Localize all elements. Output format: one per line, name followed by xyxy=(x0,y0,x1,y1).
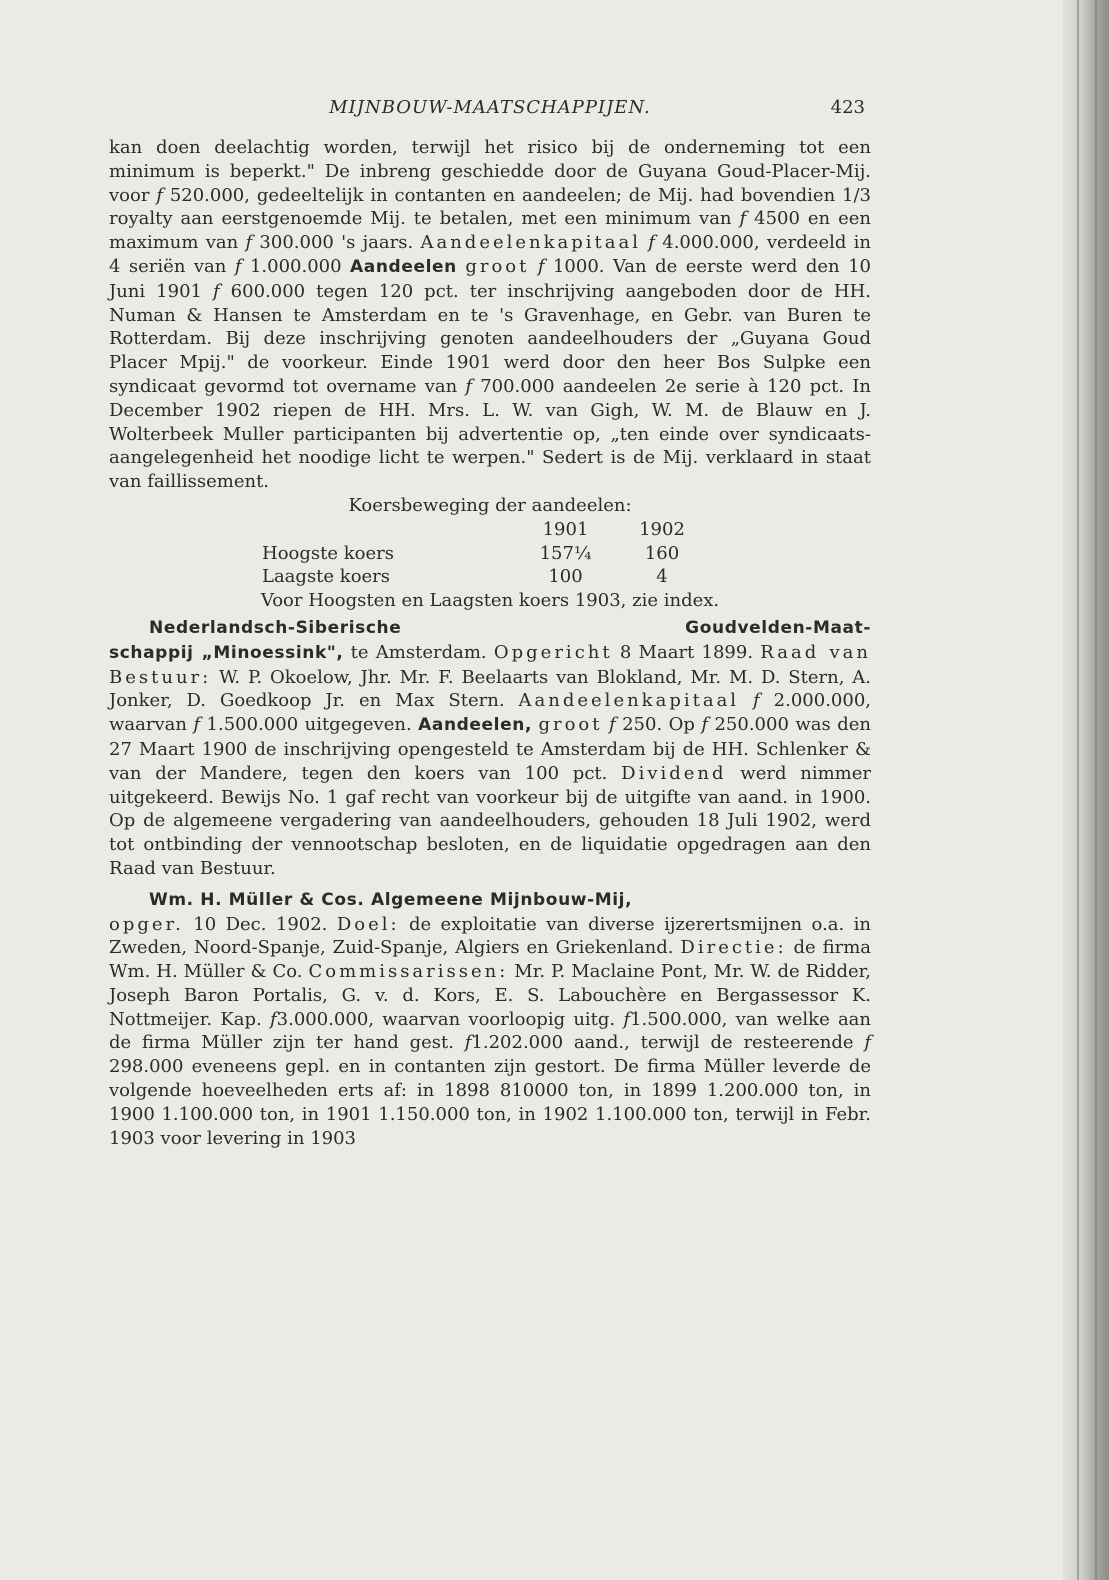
florin-sign: f xyxy=(465,375,473,397)
intro-paragraph xyxy=(109,136,871,494)
fraction: 1/3 xyxy=(842,184,871,206)
entry-title-part: Nederlandsch-Siberische xyxy=(149,617,402,638)
row-label: Hoogste koers xyxy=(262,542,394,564)
florin-sign: f xyxy=(213,280,220,302)
text-run: 8 Maart 1899. xyxy=(612,641,761,663)
text-run: werd nimmer uitgekeerd. Bewijs No. 1 gaf recht van voorkeur bij de uitgifte van aand. in 1900. Op de algemeene vergadering van aandeelhouders, gehouden 18 Juli 1902, werd tot ontbinding der vennootschap besloten, en de liquidatie opgedragen aan den Raad van Bestuur. xyxy=(109,762,872,879)
text-run: 3.000.000, waarvan voorloopig uitg. xyxy=(276,1008,624,1030)
spaced-term: Opgericht xyxy=(493,641,613,663)
page-edge-shadow xyxy=(1063,0,1109,1580)
text-run: 520.000, gedeeltelijk in contanten en aandeelen; de Mij. had bovendien xyxy=(162,184,843,206)
florin-sign: f xyxy=(753,690,760,712)
text-run: 4.000.000, verdeeld in 4 seriën van xyxy=(109,232,871,277)
text-run: royalty aan eerstgenoemde Mij. te betalen, met een minimum van xyxy=(109,208,740,230)
entry-title-part: Goudvelden-Maat- xyxy=(685,617,871,638)
price-cell: 157¼ xyxy=(539,542,592,564)
spaced-term: groot xyxy=(538,714,603,736)
florin-sign: f xyxy=(245,232,253,254)
florin-sign: f xyxy=(701,714,709,736)
spaced-term: Directie: xyxy=(680,937,787,959)
price-cell: 160 xyxy=(644,542,680,564)
spaced-term: Aandeelenkapitaal xyxy=(518,690,740,712)
spaced-term: Aandeelenkapitaal xyxy=(420,232,642,254)
spaced-term: Raad van Bestuur: xyxy=(109,641,871,688)
text-run: 1.000.000 xyxy=(241,255,351,277)
text-run: W. P. Okoelow, Jhr. Mr. F. Beelaarts van Blokland, Mr. M. D. Stern, A. Jonker, D. Goedkoop Jr. en Max Stern. xyxy=(109,666,871,712)
florin-sign: f xyxy=(193,714,201,736)
florin-sign: f xyxy=(623,1008,631,1030)
entry-title-part: schappij „Minoessink", xyxy=(109,642,344,663)
florin-sign: f xyxy=(270,1008,277,1030)
text-run: 300.000 's jaars. xyxy=(252,232,421,254)
text-run: 10 Dec. 1902. xyxy=(183,913,337,935)
entry-paragraph xyxy=(109,641,871,881)
text-run: 600.000 tegen 120 pct. ter inschrijving aangeboden door de HH. Numan & Hansen te Amsterdam en te 's Gravenhage, en Gebr. van Buren te Rotterdam. Bij deze inschrijving genoten aandeelhouders der „Guyana Goud Placer Mpij." de voorkeur. Einde 1901 werd door den heer Bos Sulpke een syndicaat gevormd tot overname van xyxy=(109,280,871,397)
text-run xyxy=(739,690,753,711)
entry-heading xyxy=(109,617,871,641)
row-label: Laagste koers xyxy=(262,566,391,588)
florin-sign: f xyxy=(156,184,163,206)
spaced-term: Commissarissen: xyxy=(308,961,509,983)
price-cell: 4 xyxy=(656,566,668,588)
running-title: MIJNBOUW-MAATSCHAPPIJEN. xyxy=(329,97,651,118)
text-run: Mr. P. Maclaine Pont, Mr. W. de Ridder, Joseph Baron Portalis, G. v. d. Kors, E. S. Labouchère en Bergassessor K. Nottmeijer. Kap. xyxy=(109,961,872,1030)
entry-title: Wm. H. Müller & Cos. Algemeene Mijnbouw-Mij, xyxy=(149,889,633,910)
spaced-term: opger. xyxy=(109,913,184,935)
price-cell: 100 xyxy=(548,566,583,588)
text-run: 250.000 was den 27 Maart 1900 de inschrijving opengesteld te Amsterdam bij de HH. Schlenker & van der Mandere, tegen den koers van 100 pct. xyxy=(109,714,871,784)
text-run: 1000. Van de eerste werd den 10 Juni 1901 xyxy=(109,255,871,302)
price-table xyxy=(262,518,712,589)
text-run: 1.500.000, van welke aan de firma Müller zijn ter hand gest. xyxy=(109,1008,871,1054)
florin-sign: f xyxy=(648,232,655,254)
year-header: 1902 xyxy=(639,518,685,540)
text-run: 250. Op xyxy=(615,714,702,736)
text-run: 1.500.000 uitgegeven. xyxy=(200,714,419,736)
bold-term: Aandeelen, xyxy=(418,715,533,736)
year-header: 1901 xyxy=(542,518,589,540)
bold-term: Aandeelen xyxy=(350,256,457,277)
florin-sign: f xyxy=(608,714,616,736)
entry-gap xyxy=(109,881,871,889)
page-number: 423 xyxy=(830,97,865,118)
entry-heading xyxy=(109,889,871,913)
text-run: 2.000.000, waarvan xyxy=(109,690,871,736)
text-run: 1.202.000 aand., terwijl de resteerende xyxy=(471,1032,865,1054)
text-run: 4500 en een maximum van xyxy=(109,208,871,254)
florin-sign: f xyxy=(234,255,242,277)
text-run: kan doen deelachtig worden, terwijl het risico bij de onderneming tot een minimum is beperkt." De inbreng geschiedde door de Guyana Goud-Placer-Mij. voor xyxy=(109,137,871,206)
spaced-term: groot xyxy=(465,255,530,277)
table-corner xyxy=(262,518,519,542)
table-caption: Koersbeweging der aandeelen: xyxy=(348,494,632,516)
text-run: de exploitatie van diverse ijzerertsmijnen o.a. in Zweden, Noord-Spanje, Zuid-Spanje, Algiers en Griekenland. xyxy=(109,913,871,959)
table-header-row xyxy=(262,518,712,542)
entry-paragraph xyxy=(109,913,871,1151)
text-run: 700.000 aandeelen 2e serie à 120 pct. In December 1902 riepen de HH. Mrs. L. W. van Gigh, W. M. de Blauw en J. Wolterbeek Muller participanten bij advertentie op, „ten einde over syndicaats-aangelegenheid het noodige licht te werpen." Sedert is de Mij. verklaard in staat van faillissement. xyxy=(109,375,872,493)
florin-sign: f xyxy=(864,1032,871,1054)
table-row xyxy=(262,565,712,589)
table-row xyxy=(262,542,712,566)
table-note: Voor Hoogsten en Laagsten koers 1903, zie index. xyxy=(260,590,720,612)
florin-sign: f xyxy=(464,1032,472,1054)
text-run: 298.000 eveneens gepl. en in contanten zijn gestort. De firma Müller leverde de volgende hoeveelheden erts af: in 1898 810000 ton, in 1899 1.200.000 ton, in 1900 1.100.000 ton, in 1901 1.150.000 ton, in 1902 1.100.000 ton, terwijl in Febr. 1903 voor levering in 1903 xyxy=(109,1056,871,1149)
text-run xyxy=(529,256,537,277)
florin-sign: f xyxy=(739,208,747,230)
page-edge-line xyxy=(1095,0,1097,1580)
page-edge-line xyxy=(1077,0,1079,1580)
running-head xyxy=(109,96,871,126)
text-run: te Amsterdam. xyxy=(343,641,494,663)
spaced-term: Doel: xyxy=(336,913,400,935)
text-run: de firma Wm. H. Müller & Co. xyxy=(109,937,872,983)
spaced-term: Dividend xyxy=(621,762,727,784)
florin-sign: f xyxy=(537,255,545,277)
text-block xyxy=(109,96,871,1150)
